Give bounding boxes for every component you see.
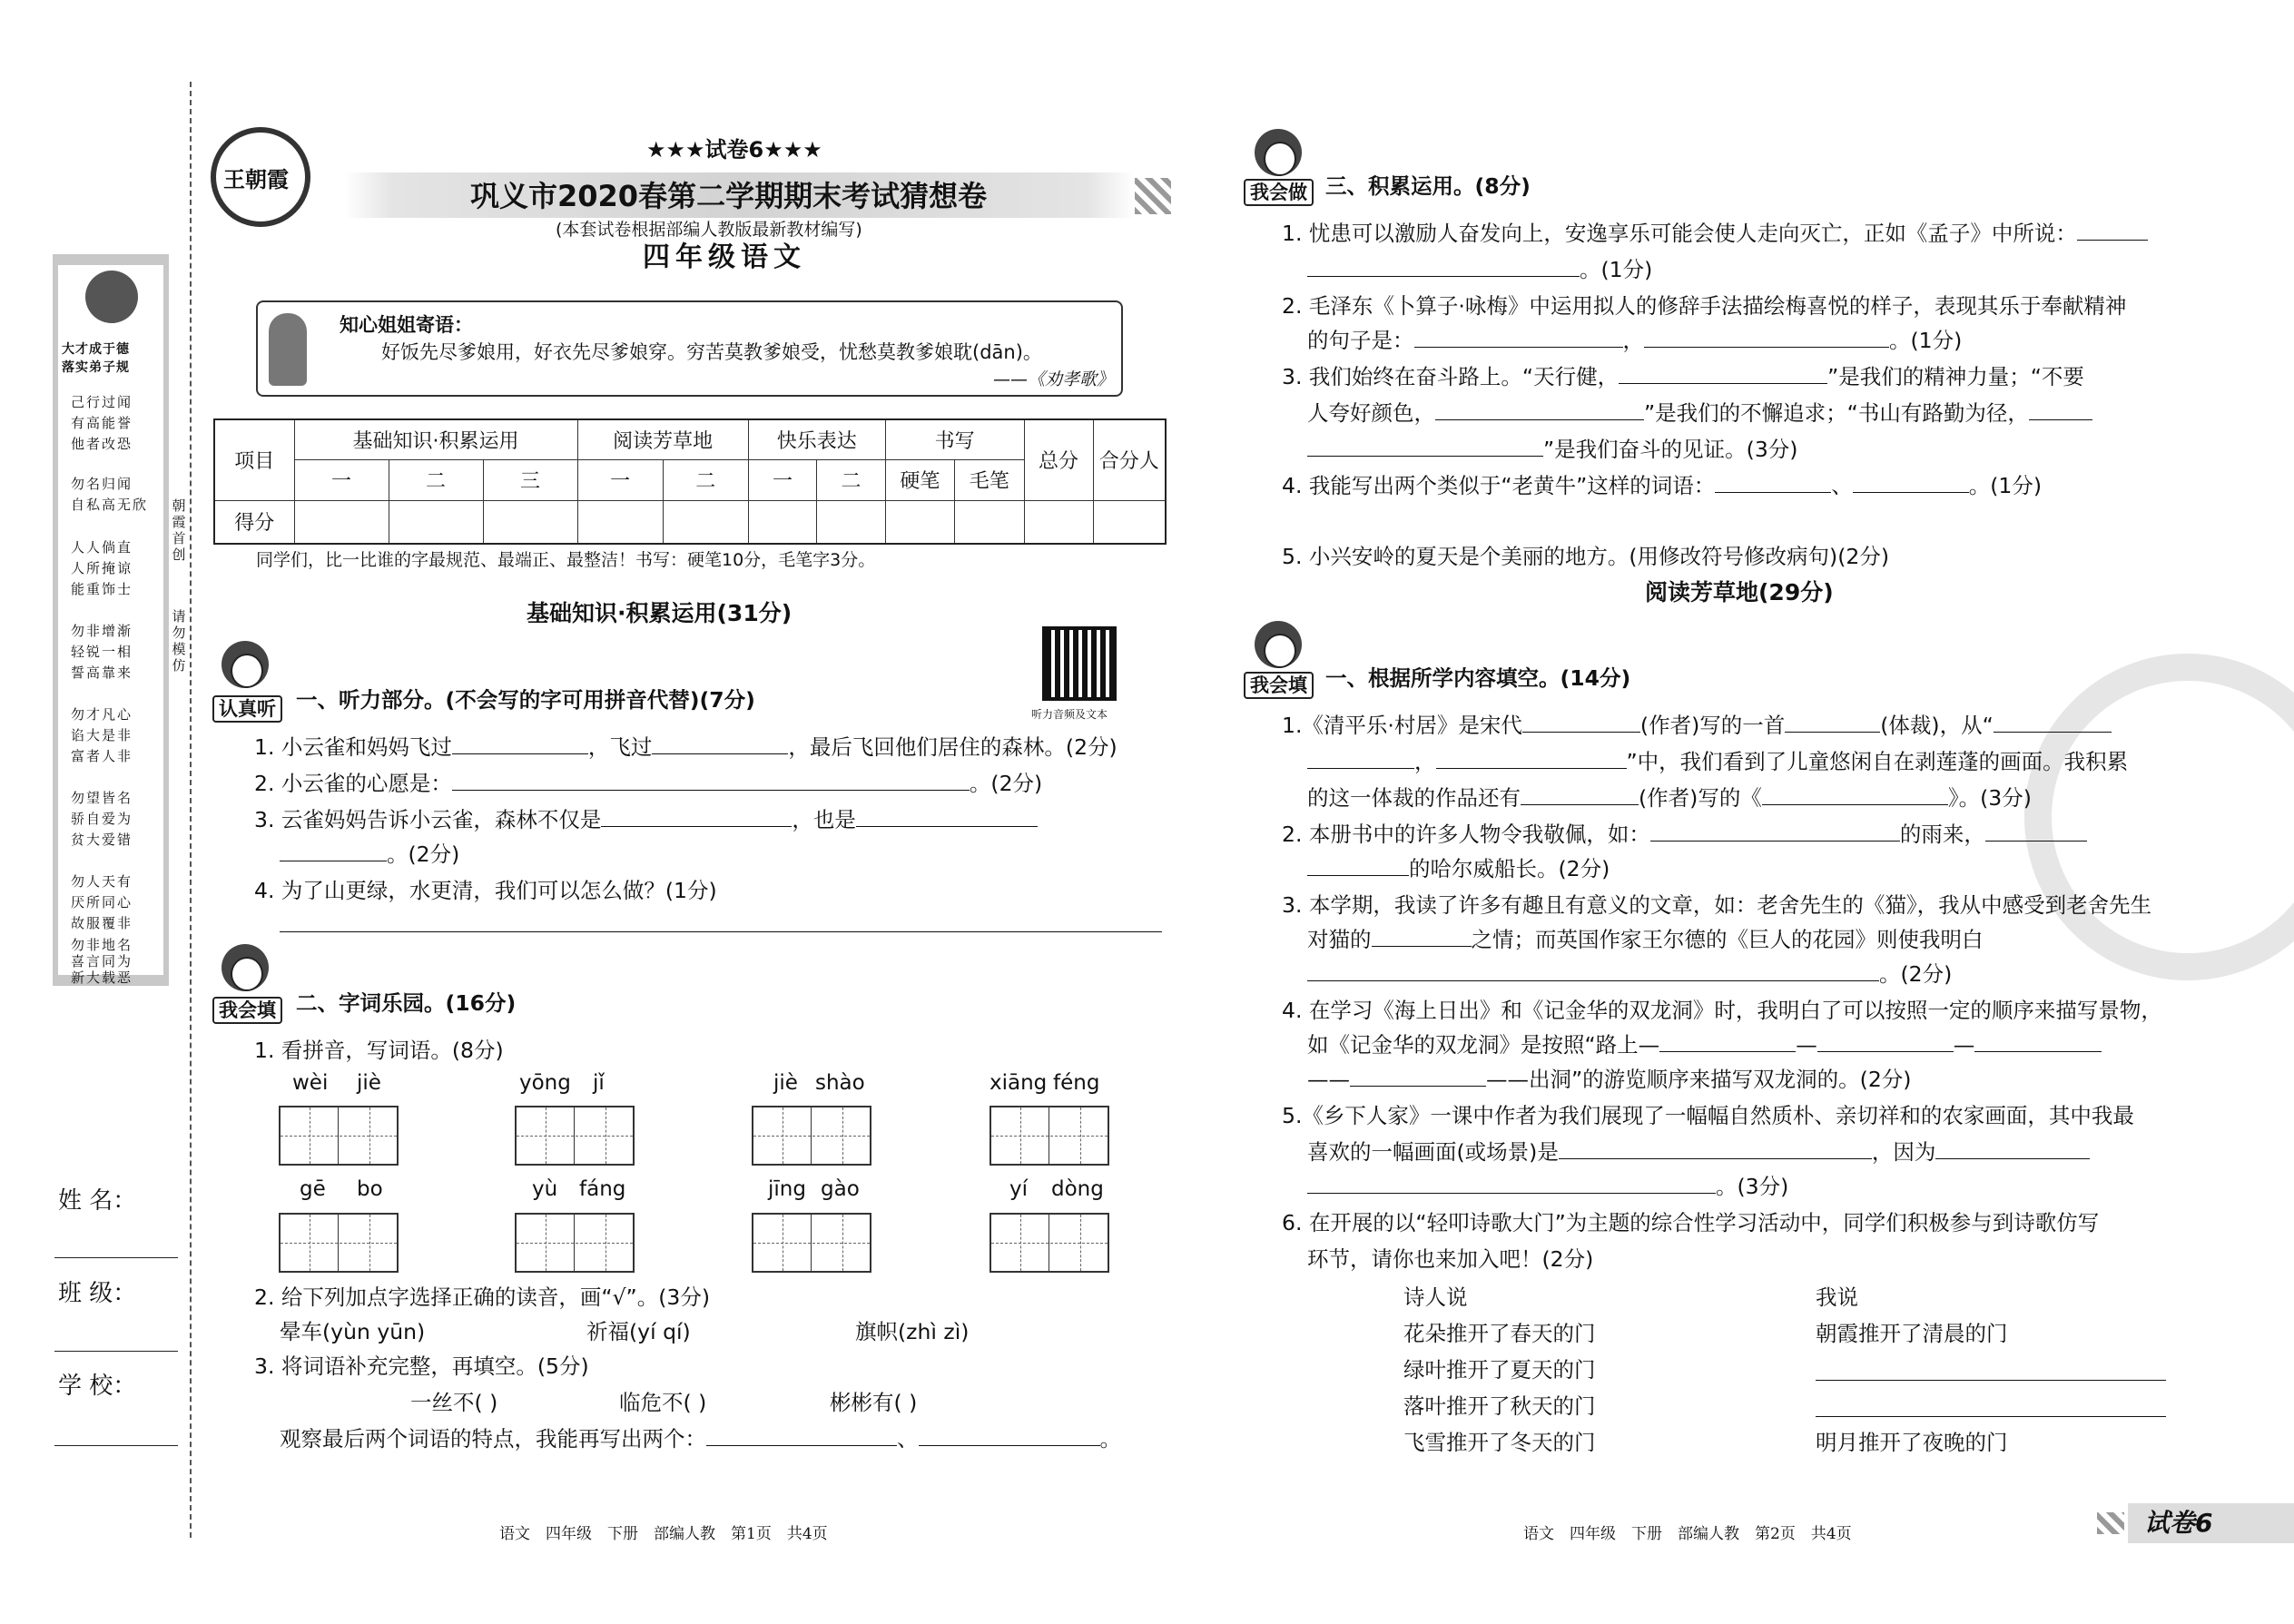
- score-sub: 一: [294, 460, 389, 501]
- score-cell[interactable]: [577, 500, 663, 544]
- answer-blank[interactable]: [452, 771, 970, 791]
- writing-grid[interactable]: [989, 1106, 1109, 1166]
- exam-subtitle: (本套试卷根据部编人教版最新教材编写): [556, 220, 862, 240]
- sidebar-line: 自私高无欣: [71, 497, 149, 513]
- r-q1-b: 。(1分): [1580, 257, 1653, 282]
- rq4-c: —: [1796, 1032, 1817, 1058]
- answer-blank[interactable]: [1559, 1139, 1872, 1159]
- sidebar-top-2: 落实弟子规: [62, 360, 130, 375]
- rq2-cont: [1307, 855, 1610, 882]
- do-avatar: [1255, 129, 1302, 176]
- answer-blank[interactable]: [1307, 961, 1879, 981]
- note-text: 好饭先尽爹娘用，好衣先尽爹娘穿。穷苦莫教爹娘受，忧愁莫教爹娘耽(dān)。: [381, 341, 1042, 363]
- rq3-b: 对猫的: [1307, 927, 1372, 952]
- corner-decoration: [2097, 1512, 2124, 1534]
- sister-note-box: [256, 300, 1123, 397]
- score-cell[interactable]: [955, 500, 1024, 544]
- answer-blank[interactable]: [1521, 785, 1639, 805]
- student-class-label: 班 级：: [58, 1280, 137, 1307]
- rq1-g: (作者)写的《: [1639, 785, 1762, 811]
- score-cell[interactable]: [294, 500, 389, 544]
- p2-q3-text: 观察最后两个词语的特点，我能再写出两个：: [280, 1426, 706, 1452]
- pinyin: xiāng: [989, 1071, 1048, 1095]
- me-head: 我说: [1816, 1284, 1858, 1310]
- answer-blank[interactable]: [919, 1426, 1100, 1446]
- score-sub: 一: [748, 460, 816, 501]
- rq4-b: 如《记金华的双龙洞》是按照“路上—: [1307, 1032, 1660, 1058]
- rq1-c: (体裁)，从“: [1880, 713, 1994, 738]
- p1-q4: 4. 为了山更绿，水更清，我们可以怎么做？(1分): [254, 878, 717, 903]
- score-row-label: 项目: [214, 419, 294, 500]
- answer-blank[interactable]: [1619, 364, 1827, 384]
- tag-fill: 我会填: [212, 997, 282, 1024]
- r-q2-cont: [1307, 327, 1962, 354]
- answer-blank[interactable]: [1644, 328, 1889, 348]
- handwriting-note: 同学们，比一比谁的字最规范、最端正、最整洁！书写：硬笔10分，毛笔字3分。: [256, 550, 876, 570]
- rq2: [1282, 821, 2087, 848]
- rq5-c: ，因为: [1871, 1139, 1936, 1165]
- sidebar-line: 勿非增渐: [71, 623, 133, 639]
- vertical-note-1: 朝霞首创: [172, 497, 186, 563]
- r-q3-d: ”是我们的不懈追求；“书山有路勤为径，: [1644, 400, 2029, 426]
- sidebar-line: 勿非地名: [71, 937, 133, 953]
- fill-avatar: [222, 944, 269, 991]
- rq4: 4. 在学习《海上日出》和《记金华的双龙洞》时，我明白了可以按照一定的顺序来描写景物，: [1282, 998, 2162, 1023]
- pinyin: jǐ: [593, 1071, 605, 1095]
- answer-blank[interactable]: [2077, 221, 2148, 241]
- subject-title: 四年级语文: [643, 241, 806, 273]
- part1-heading: 一、听力部分。(不会写的字可用拼音代替)(7分): [296, 687, 755, 713]
- answer-blank[interactable]: [1974, 1032, 2102, 1052]
- rq4-cont: [1307, 1031, 2102, 1058]
- p2-q3: 3. 将词语补充完整，再填空。(5分): [254, 1353, 589, 1379]
- note-header: 知心姐姐寄语：: [340, 314, 473, 336]
- p2-q3-sep: 、: [897, 1426, 919, 1452]
- sidebar-line: 有高能誉: [71, 415, 133, 431]
- sidebar-line: 轻锐一相: [71, 644, 133, 660]
- sidebar-line: 能重饰士: [71, 581, 133, 597]
- answer-blank[interactable]: [1307, 257, 1580, 277]
- answer-blank[interactable]: [1762, 785, 1948, 805]
- p1-q3-cont: [280, 841, 459, 868]
- sidebar-line: 新大载恶: [71, 969, 133, 986]
- answer-blank[interactable]: [1414, 328, 1623, 348]
- r-q2-c: ，: [1622, 328, 1644, 353]
- poet-line: 飞雪推开了冬天的门: [1403, 1430, 1596, 1455]
- poet-line: 绿叶推开了夏天的门: [1403, 1357, 1596, 1383]
- answer-blank[interactable]: [1307, 437, 1543, 457]
- binding-dashed-line: [190, 82, 192, 1538]
- rq6: 6. 在开展的以“轻叩诗歌大门”为主题的综合性学习活动中，同学们积极参与到诗歌仿写: [1282, 1210, 2100, 1235]
- student-name-field[interactable]: [54, 1257, 178, 1258]
- rq3-cont2: [1307, 960, 1952, 988]
- student-class-field[interactable]: [54, 1351, 178, 1352]
- r-q2: 2. 毛泽东《卜算子·咏梅》中运用拟人的修辞手法描绘梅喜悦的样子，表现其乐于奉献精神: [1282, 293, 2127, 319]
- answer-blank[interactable]: [280, 842, 387, 861]
- score-sub: 二: [663, 460, 748, 501]
- r-q3-cont2: [1307, 436, 1797, 463]
- score-sub: 三: [483, 460, 577, 501]
- poet-line: 落叶推开了秋天的门: [1403, 1393, 1596, 1419]
- tag-do: 我会做: [1244, 179, 1314, 206]
- rq1-d: ，: [1414, 749, 1436, 774]
- r-q2-d: 。(1分): [1889, 328, 1963, 353]
- answer-line[interactable]: [280, 931, 1162, 932]
- score-group: 快乐表达: [748, 419, 885, 460]
- p1-q3-c: 。(2分): [387, 842, 460, 867]
- score-cell[interactable]: [663, 500, 748, 544]
- answer-blank[interactable]: [1650, 822, 1900, 842]
- qr-code[interactable]: [1042, 626, 1117, 701]
- score-sub: 二: [389, 460, 483, 501]
- student-name-label: 姓 名：: [58, 1187, 137, 1215]
- sidebar-top-1: 大才成于德: [62, 342, 130, 357]
- rq1-e: ”中，我们看到了儿童悠闲自在剥莲蓬的画面。我积累: [1626, 749, 2129, 774]
- writing-grid[interactable]: [279, 1213, 399, 1273]
- idiom-blank[interactable]: 临危不( ): [619, 1390, 707, 1415]
- answer-blank[interactable]: [1853, 473, 1969, 493]
- r-q3-b: ”是我们的精神力量；“不要: [1827, 364, 2084, 389]
- student-school-field[interactable]: [54, 1445, 178, 1446]
- answer-blank[interactable]: [1307, 1174, 1716, 1194]
- reading-choice[interactable]: 晕车(yùn yūn): [280, 1319, 426, 1344]
- p2-q3-b: [280, 1425, 1121, 1452]
- p1-q1-b: ，飞过: [587, 734, 653, 760]
- rq3-d: 。(2分): [1879, 961, 1953, 987]
- rq2-c: 的哈尔威船长。(2分): [1409, 856, 1610, 881]
- score-cell[interactable]: [1093, 500, 1166, 544]
- p1-q3-a: 3. 云雀妈妈告诉小云雀，森林不仅是: [254, 807, 602, 832]
- pinyin: yí: [1009, 1177, 1029, 1201]
- sidebar-line: 人人倘直: [71, 539, 133, 556]
- pinyin: bo: [357, 1177, 383, 1201]
- r-q3-a: 3. 我们始终在奋斗路上。“天行健，: [1282, 364, 1620, 389]
- pinyin: jiè: [357, 1071, 381, 1095]
- answer-blank[interactable]: [652, 734, 788, 754]
- girl-illustration: [269, 313, 307, 386]
- score-cell[interactable]: [817, 500, 885, 544]
- pinyin: jīng: [768, 1177, 806, 1201]
- score-cell[interactable]: [885, 500, 954, 544]
- answer-blank[interactable]: [856, 807, 1038, 827]
- rq6-cont: 环节，请你也来加入吧！(2分): [1307, 1246, 1594, 1272]
- sidebar-line: 人所掩谅: [71, 560, 133, 576]
- r-q4-b: 、: [1831, 473, 1853, 498]
- answer-blank[interactable]: [1715, 473, 1831, 493]
- score-row-label: 得分: [214, 500, 294, 544]
- r-q1: [1282, 220, 2148, 247]
- writing-grid[interactable]: [752, 1213, 871, 1273]
- rq5-d: 。(3分): [1716, 1174, 1789, 1199]
- score-table: [213, 418, 1167, 545]
- sidebar-line: 喜言同为: [71, 953, 133, 969]
- answer-blank[interactable]: [601, 807, 792, 827]
- p1-q3: [254, 806, 1038, 833]
- idiom-blank[interactable]: 一丝不( ): [410, 1390, 498, 1415]
- rq1: [1282, 712, 2112, 739]
- answer-blank[interactable]: [1985, 822, 2087, 842]
- pinyin: dòng: [1051, 1177, 1104, 1201]
- sidebar-line: 厌所同心: [71, 894, 133, 910]
- writing-grid[interactable]: [752, 1106, 871, 1166]
- r-q4: [1282, 472, 2042, 499]
- score-group: 书写: [885, 419, 1024, 460]
- corner-label: 试卷6: [2144, 1508, 2213, 1538]
- score-cell[interactable]: [389, 500, 483, 544]
- score-group: 基础知识·积累运用: [294, 419, 577, 460]
- footer-right: 语文 四年级 下册 部编人教 第2页 共4页: [1523, 1525, 1852, 1543]
- answer-blank[interactable]: [1435, 400, 1644, 420]
- r-q3: [1282, 363, 2084, 390]
- idiom-blank[interactable]: 彬彬有( ): [830, 1390, 918, 1415]
- rq5: 5.《乡下人家》一课中作者为我们展现了一幅幅自然质朴、亲切祥和的农家画面，其中我最: [1282, 1103, 2134, 1128]
- p1-q2-end: 。(2分): [969, 771, 1043, 796]
- pinyin: gē: [300, 1177, 326, 1201]
- score-cell[interactable]: [483, 500, 577, 544]
- answer-blank[interactable]: [452, 734, 588, 754]
- sidebar-line: 骄自爱为: [71, 811, 133, 827]
- pinyin: gào: [821, 1177, 860, 1201]
- answer-blank[interactable]: [1659, 1032, 1796, 1052]
- note-source: ——《劝孝歌》: [993, 369, 1115, 389]
- title-decoration: [1135, 178, 1171, 214]
- poet-head: 诗人说: [1403, 1284, 1468, 1310]
- sidebar-line: 他者改恐: [71, 436, 133, 452]
- rq1-f: 的这一体裁的作品还有: [1307, 785, 1521, 811]
- score-sub: 毛笔: [955, 460, 1024, 501]
- poet-line: 花朵推开了春天的门: [1403, 1321, 1596, 1346]
- answer-blank[interactable]: [1994, 713, 2112, 733]
- student-school-label: 学 校：: [58, 1373, 137, 1400]
- rq1-h: 》。(3分): [1947, 785, 2032, 811]
- rq2-a: 2. 本册书中的许多人物令我敬佩，如：: [1282, 822, 1650, 847]
- r-q3-cont: [1307, 399, 2092, 427]
- r-q1-cont: [1307, 256, 1652, 283]
- pinyin: féng: [1053, 1071, 1100, 1095]
- p2-q1: 1. 看拼音，写词语。(8分): [254, 1038, 504, 1063]
- score-sub: 一: [577, 460, 663, 501]
- p1-q2-text: 2. 小云雀的心愿是：: [254, 771, 452, 796]
- r-q3-e: ”是我们奋斗的见证。(3分): [1543, 437, 1798, 462]
- p1-q1-a: 1. 小云雀和妈妈飞过: [254, 734, 452, 760]
- fill-avatar-right: [1255, 621, 1302, 668]
- rq4-e: ——出洞”的游览顺序来描写双龙洞的。(2分): [1486, 1067, 1912, 1092]
- tag-listen: 认真听: [212, 695, 282, 723]
- r-q3-c: 人夸好颜色，: [1307, 400, 1435, 426]
- pinyin: yōng: [519, 1071, 571, 1095]
- footer-left: 语文 四年级 下册 部编人教 第1页 共4页: [499, 1525, 828, 1543]
- series-label: ★★★试卷6★★★: [646, 137, 822, 162]
- answer-blank[interactable]: [706, 1426, 897, 1446]
- p1-q2: [254, 770, 1042, 797]
- poem-answer-line[interactable]: [1816, 1380, 2166, 1381]
- answer-blank[interactable]: [1372, 927, 1472, 947]
- sidebar-line: 富者人非: [71, 748, 133, 764]
- r-q5: 5. 小兴安岭的夏天是个美丽的地方。(用修改符号修改病句)(2分): [1282, 544, 1890, 569]
- answer-blank[interactable]: [1785, 713, 1880, 733]
- rq4-cont2: [1307, 1066, 1911, 1093]
- pinyin: jiè: [773, 1071, 798, 1095]
- me-line: 朝霞推开了清晨的门: [1816, 1321, 2008, 1346]
- rq5-cont2: [1307, 1173, 1788, 1200]
- sidebar-line: 勿名归闻: [71, 476, 133, 492]
- writing-grid[interactable]: [279, 1106, 399, 1166]
- reading-part1-heading: 一、根据所学内容填空。(14分): [1325, 665, 1631, 691]
- reading-choice[interactable]: 祈福(yí qí): [586, 1319, 691, 1344]
- qr-caption: 听力音频及文本: [1031, 708, 1108, 721]
- r-q1-a: 1. 忧患可以激励人奋发向上，安逸享乐可能会使人走向灭亡，正如《孟子》中所说：: [1282, 221, 2077, 246]
- r-q4-a: 4. 我能写出两个类似于“老黄牛”这样的词语：: [1282, 473, 1716, 498]
- score-cell[interactable]: [748, 500, 816, 544]
- me-line: 明月推开了夜晚的门: [1816, 1430, 2008, 1455]
- writing-grid[interactable]: [515, 1213, 635, 1273]
- reading-choice[interactable]: 旗帜(zhì zì): [855, 1319, 970, 1344]
- vertical-note-2: 请勿模仿: [172, 608, 186, 674]
- tag-fill-right: 我会填: [1244, 672, 1314, 699]
- part3-heading: 三、积累运用。(8分): [1325, 173, 1531, 199]
- poem-answer-line[interactable]: [1816, 1416, 2166, 1417]
- score-group: 阅读芳草地: [577, 419, 748, 460]
- rq2-b: 的雨来，: [1899, 822, 1985, 847]
- answer-blank[interactable]: [1935, 1139, 2090, 1159]
- sidebar-line: 贫大爱错: [71, 832, 133, 848]
- exam-title: 巩义市2020春第二学期期末考试猜想卷: [470, 179, 988, 213]
- answer-blank[interactable]: [2029, 400, 2092, 420]
- answer-blank[interactable]: [1817, 1032, 1954, 1052]
- answer-blank[interactable]: [1436, 749, 1627, 769]
- sidebar-line: 勿人天有: [71, 873, 133, 890]
- r-q2-b: 的句子是：: [1307, 328, 1414, 353]
- rq1-a: 1.《清平乐·村居》是宋代: [1282, 713, 1522, 738]
- rq1-cont: [1307, 748, 2128, 775]
- sidebar-line: 誓高靠来: [71, 664, 133, 681]
- sidebar-line: 勿望皆名: [71, 790, 133, 806]
- r-q4-c: 。(1分): [1968, 473, 2043, 498]
- writing-grid[interactable]: [515, 1106, 635, 1166]
- listen-avatar: [222, 641, 269, 688]
- p2-q2: 2. 给下列加点字选择正确的读音，画“√”。(3分): [254, 1284, 711, 1310]
- rq1-cont2: [1307, 784, 2032, 812]
- sidebar-figure: [85, 271, 138, 323]
- rq5-b: 喜欢的一幅画面(或场景)是: [1307, 1139, 1559, 1165]
- answer-blank[interactable]: [1522, 713, 1640, 733]
- rq3-cont: [1307, 926, 1984, 953]
- pinyin: yù: [532, 1177, 558, 1201]
- rq3-c: 之情；而英国作家王尔德的《巨人的花园》则使我明白: [1471, 927, 1984, 952]
- p1-q1-c: ，最后飞回他们居住的森林。(2分): [788, 734, 1117, 760]
- publisher-logo: [211, 127, 310, 227]
- rq4-c2: —: [1953, 1032, 1975, 1058]
- answer-blank[interactable]: [1350, 1067, 1486, 1087]
- sidebar-line: 谄大是非: [71, 727, 133, 743]
- answer-blank[interactable]: [1307, 749, 1414, 769]
- p2-q3-end: 。: [1099, 1426, 1121, 1452]
- pinyin: fáng: [579, 1177, 626, 1201]
- score-sub: 硬笔: [885, 460, 954, 501]
- writing-grid[interactable]: [989, 1213, 1109, 1273]
- pinyin: shào: [815, 1071, 865, 1095]
- motto-sidebar: [53, 254, 169, 986]
- logo-text: 王朝霞: [223, 166, 289, 192]
- pinyin: wèi: [292, 1071, 329, 1095]
- sidebar-line: 勿才凡心: [71, 706, 133, 723]
- score-total: 总分: [1024, 419, 1093, 500]
- section-title-basic: 基础知识·积累运用(31分): [527, 600, 793, 626]
- sidebar-line: 己行过闻: [71, 394, 133, 410]
- answer-blank[interactable]: [1307, 856, 1409, 876]
- p1-q1: [254, 733, 1117, 761]
- rq5-cont: [1307, 1138, 2090, 1166]
- section-title-reading: 阅读芳草地(29分): [1645, 579, 1834, 605]
- p1-q3-b: ，也是: [792, 807, 856, 832]
- part2-heading: 二、字词乐园。(16分): [296, 990, 517, 1016]
- rq3: 3. 本学期，我读了许多有趣且有意义的文章，如：老舍先生的《猫》，我从中感受到老舍先生: [1282, 892, 2152, 918]
- score-cell[interactable]: [1024, 500, 1093, 544]
- score-checker: 合分人: [1093, 419, 1166, 500]
- sidebar-line: 故服覆非: [71, 915, 133, 931]
- rq4-d: ——: [1307, 1067, 1350, 1092]
- score-sub: 二: [817, 460, 885, 501]
- rq1-b: (作者)写的一首: [1639, 713, 1786, 738]
- watermark-seal: [2024, 654, 2294, 980]
